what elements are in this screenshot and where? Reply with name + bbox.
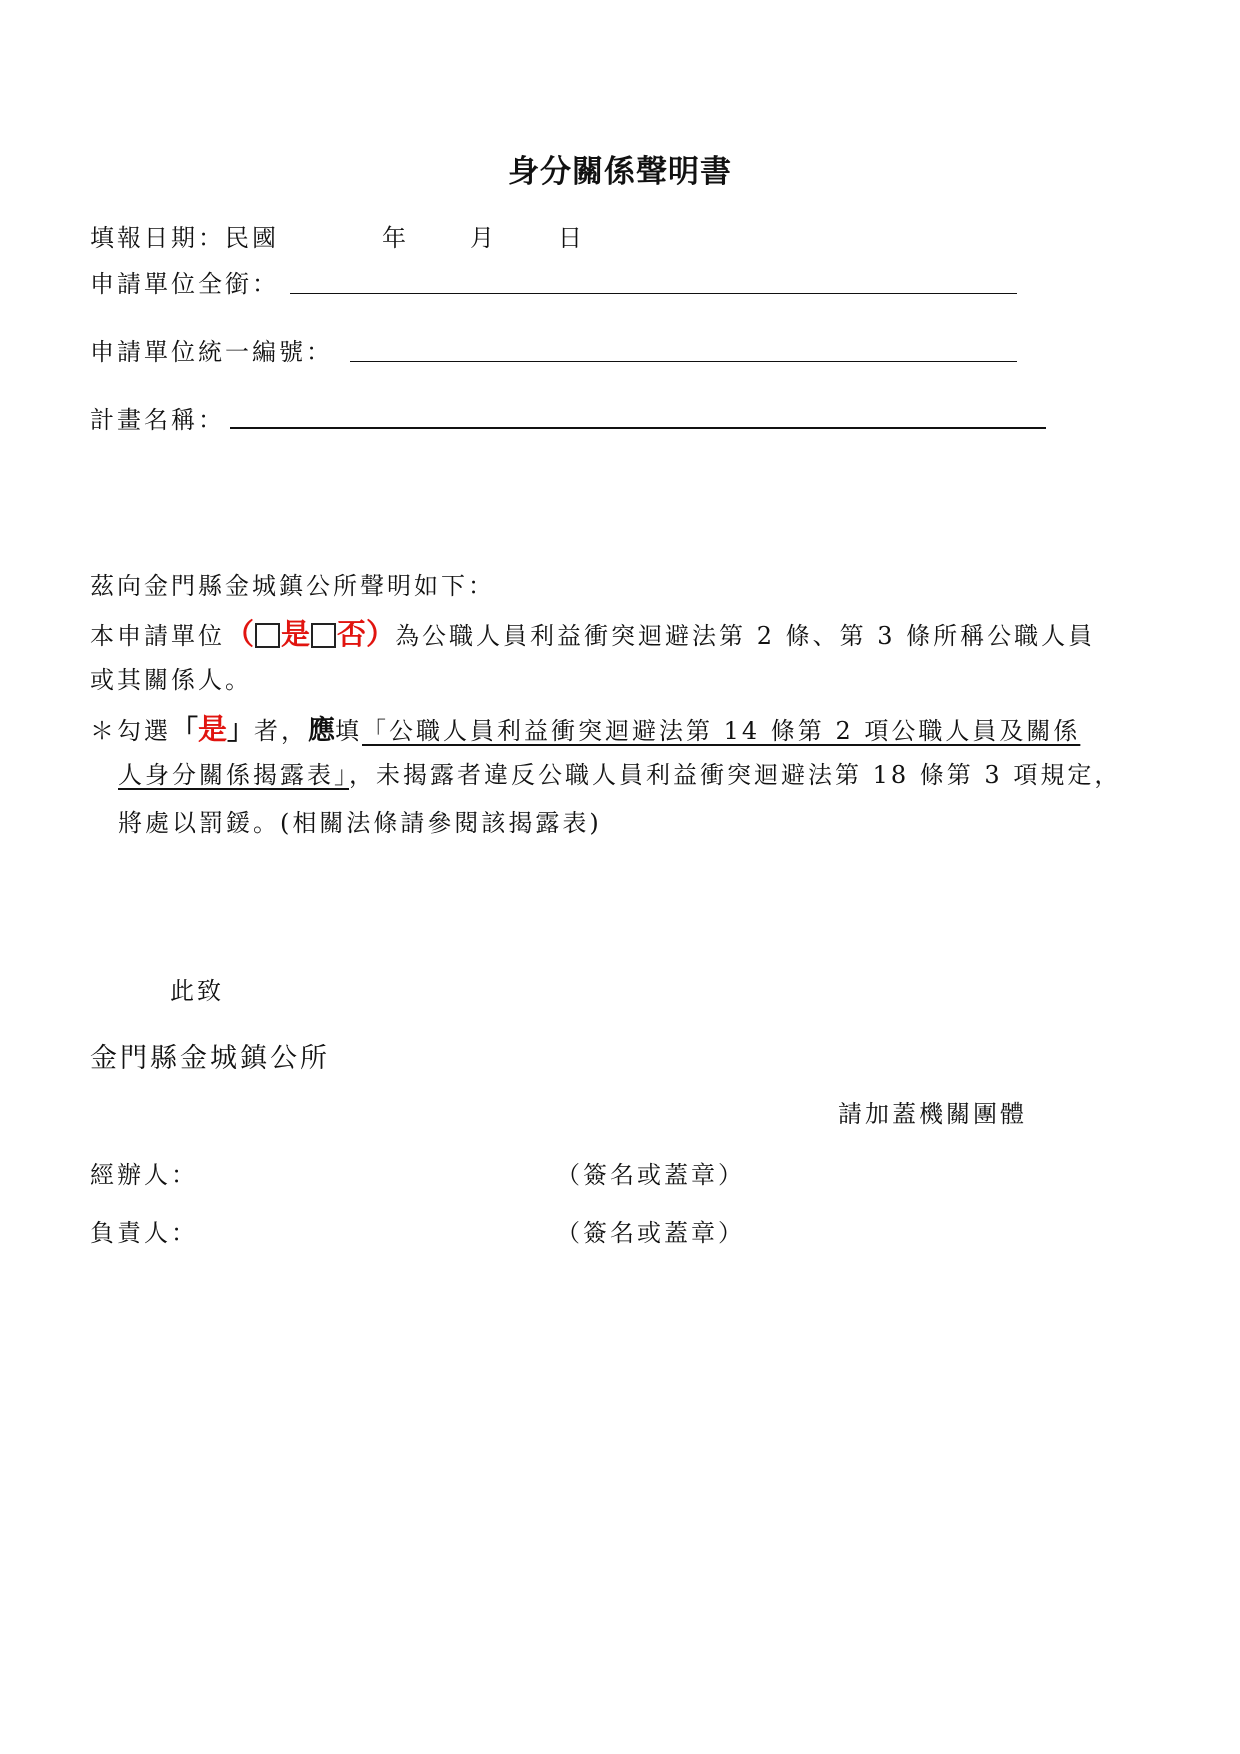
date-year-label: 年 <box>382 224 409 252</box>
note-fill-text: 填 <box>335 717 363 745</box>
note-yes-text: 是 <box>198 712 228 746</box>
note-zhe-text: 者， <box>254 717 309 745</box>
unit-id-label: 申請單位統一編號： <box>90 338 333 366</box>
yes-no-choice <box>225 617 395 651</box>
manager-signature-field[interactable]: （簽名或蓋章） <box>556 1219 745 1247</box>
salutation: 此致 <box>170 977 224 1005</box>
declaration-line-1 <box>90 612 1095 653</box>
handler-signature-field[interactable]: （簽名或蓋章） <box>556 1161 745 1189</box>
handler-label: 經辦人： <box>90 1161 198 1189</box>
document-title: 身分關係聲明書 <box>508 154 732 190</box>
yes-label: 是 <box>281 617 311 651</box>
disclosure-form-name-part-2: 人身分關係揭露表」 <box>118 761 349 789</box>
date-label: 填報日期：民國 <box>90 224 279 252</box>
no-label: 否 <box>337 617 367 651</box>
declaration-line-2: 或其關係人。 <box>90 666 252 694</box>
unit-id-field[interactable] <box>350 361 1017 362</box>
declaration-prefix: 本申請單位 <box>90 622 225 650</box>
manager-label: 負責人： <box>90 1219 198 1247</box>
note-check-text: 勾選 <box>117 717 171 745</box>
date-month-label: 月 <box>470 224 497 252</box>
note-line-3: 將處以罰鍰。(相關法條請參閱該揭露表) <box>118 809 602 837</box>
note-open-quote: 「 <box>171 715 198 746</box>
no-checkbox[interactable] <box>311 623 336 648</box>
asterisk-mark: ＊ <box>90 717 117 745</box>
close-paren: ） <box>366 617 396 651</box>
note-line-1 <box>90 707 1080 748</box>
note-line-2 <box>118 755 1121 790</box>
note-close-quote: 」 <box>227 715 255 746</box>
declaration-intro: 茲向金門縣金城鎮公所聲明如下： <box>90 572 495 600</box>
project-name-field[interactable] <box>230 427 1046 429</box>
unit-name-field[interactable] <box>290 293 1017 294</box>
note-line-2-suffix: ，未揭露者違反公職人員利益衝突迴避法第 18 條第 3 項規定， <box>349 761 1122 789</box>
note-must-text: 應 <box>308 715 336 746</box>
unit-name-label: 申請單位全銜： <box>90 270 279 298</box>
declaration-suffix: 為公職人員利益衝突迴避法第 2 條、第 3 條所稱公職人員 <box>395 622 1096 650</box>
project-name-label: 計畫名稱： <box>90 406 225 434</box>
recipient-name: 金門縣金城鎮公所 <box>90 1043 330 1074</box>
disclosure-form-name-part-1: 「公職人員利益衝突迴避法第 14 條第 2 項公職人員及關係 <box>362 717 1081 745</box>
date-day-label: 日 <box>558 224 585 252</box>
open-paren: （ <box>225 617 255 651</box>
seal-note: 請加蓋機關團體 <box>838 1100 1027 1128</box>
yes-checkbox[interactable] <box>255 623 280 648</box>
